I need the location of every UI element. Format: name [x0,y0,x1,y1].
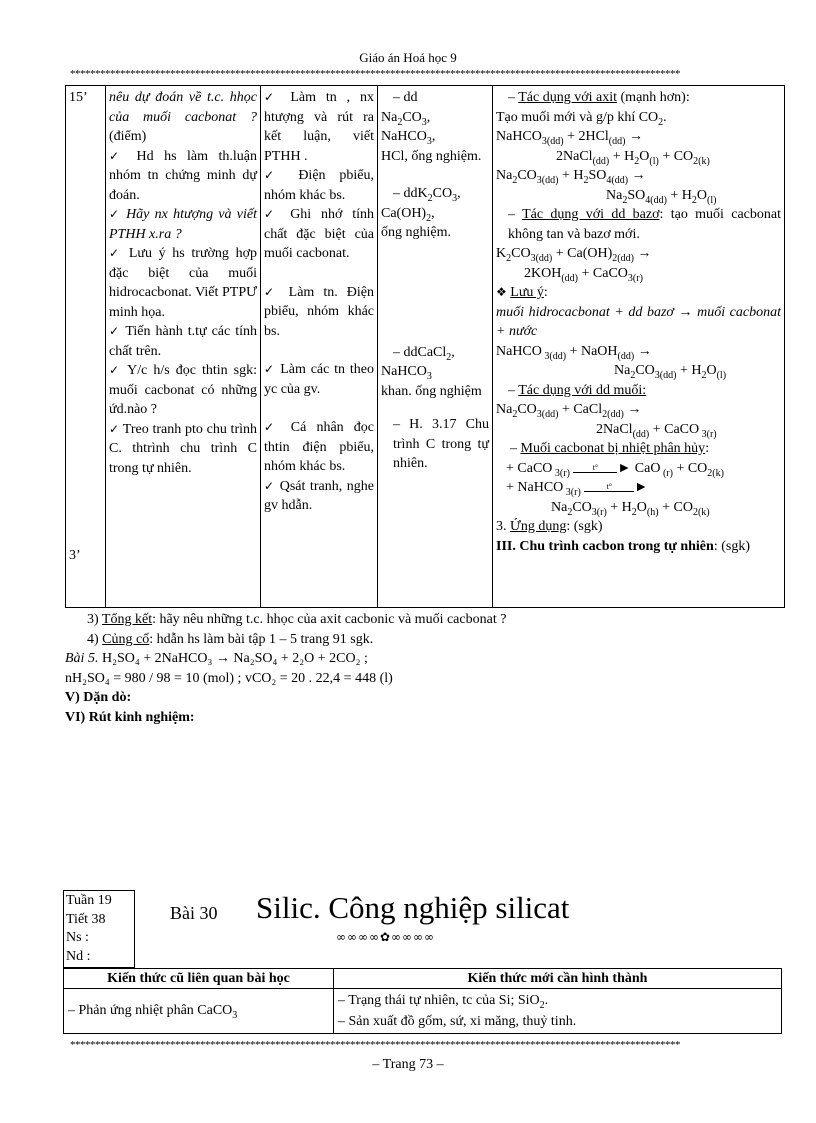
closing-section [65,610,785,727]
time-15: 15’ [69,90,88,105]
punct: , [431,129,436,144]
equation: 2NaCl$_{(dd)}$ + $H_2O_{(l)} + CO_{2(k)}$ [556,148,710,167]
formula: NaHCO [381,364,427,379]
formula: CO [432,186,453,201]
diamond-bullet-icon: ❖ [496,285,507,299]
section-text: : (sgk) [566,519,603,534]
subscript: 2 [426,212,432,224]
equation: NaHCO $_{3(dd)}$ + NaOH$_{(dd)}$ → [496,343,652,362]
check-icon: ✓ [264,207,281,221]
punct: . [544,993,549,1008]
materials-item: HCl, ống nghiệm. [381,148,482,164]
item-number: 3) [87,612,102,627]
section-text: : (sgk) [713,538,750,554]
section-heading: Tác dụng với dd bazơ [522,207,660,222]
equation: $Na_2CO_{3(dd)}$ + CaCl$_{2(dd)}$ → [496,402,642,420]
section-number: 3. [496,519,510,534]
item-number: 4) [87,631,103,647]
ns-label: Ns : [66,930,89,945]
subscript: 2 [427,192,433,204]
section-text: (mạnh hơn): [617,90,690,105]
materials-item: – H. 3.17 Chu trình C trong tự nhiên. [393,417,489,471]
student-item: Làm tn , nx htượng và rút ra kết luận, viết PTHH . [264,90,375,164]
punct: . [663,109,667,125]
time-column [66,86,106,608]
materials-item: ống nghiệm. [381,225,451,240]
heat-arrow: t° [573,464,617,473]
check-icon: ✓ [264,168,285,182]
subscript: 3 [232,1009,238,1021]
exercise-equation: H₂SO₄ + 2NaHCO₃ → Na₂SO₄ + 2₂O + 2CO₂ ; [98,651,368,666]
subscript: 2 [539,999,545,1011]
student-item: Cá nhân đọc thtin điện pbiểu, nhóm khác bs. [264,420,375,474]
review-heading: Củng cố [102,631,150,647]
student-item: Qsát tranh, nghe gv hdẫn. [264,478,374,513]
summary-text: : hãy nêu những t.c. hhọc của axit cacbonic và muối cacbonat ? [152,612,507,627]
check-icon: ✓ [264,284,280,299]
student-activity-column [261,86,378,608]
new-knowledge-item: – Trạng thái tự nhiên, tc của Si; SiO [338,993,540,1008]
note-text: muối hidrocacbonat + dd bazơ → muối cacbonat + nước [496,304,781,339]
check-icon: ✓ [109,148,127,163]
experience-heading: VI) Rút kinh nghiệm: [65,709,195,725]
new-knowledge-cell [334,989,782,1034]
formula: – ddK [393,186,428,201]
check-icon: ✓ [109,324,121,338]
formula: Ca(OH) [381,205,427,221]
check-icon: ✓ [264,362,276,376]
formula: NaHCO [381,129,427,144]
review-text: : hdẫn hs làm bài tập 1 – 5 trang 91 sgk. [149,631,374,647]
equation: $Na_2CO_{3(r)} + H_2O_{(h)} + CO_{2(k)}$ [551,499,710,518]
punct: , [426,109,431,125]
heat-arrow: t° [584,483,634,492]
equation: NaHCO$_{3(dd)}$ + 2HCl$_{(dd)}$ → [496,129,643,147]
teacher-item: Tiến hành t.tự các tính chất trên. [109,324,257,359]
punct: , [457,186,461,201]
teacher-activity-column [106,86,261,608]
section-heading: Tác dụng với dd muối: [518,382,647,398]
check-icon: ✓ [264,478,276,493]
check-icon: ✓ [109,421,120,436]
materials-item: – dd [393,90,418,105]
student-item: Điện pbiểu, nhóm khác bs. [264,168,374,203]
section-text: : tạo muối cacbonat không tan và bazơ mới. [508,207,781,242]
exercise-label: Bài 5. [65,651,99,666]
ornament-divider: ∞∞∞∞✿∞∞∞∞ [336,930,436,944]
equation: $2KOH_{(dd)}$ + CaCO$_{3(r)}$ [524,265,643,284]
footer-divider: ************************************************************************************************************************** [70,1039,680,1051]
section-heading: Muối cacbonat bị nhiệt phân hủy [520,441,706,456]
teacher-item: Treo tranh pto chu trình C. thtrình chu trình C trong tự nhiên. [109,421,258,476]
student-item: Làm các tn theo yc của gv. [264,362,374,397]
materials-item: khan. ống nghiệm [381,383,482,399]
equation: $Na_2SO_{4(dd)} + H_2O_{(l)}$ [606,187,717,206]
page-number: – Trang 73 – [372,1057,444,1072]
equation: + NaHCO $_{3(r)}$ t° ► [506,480,649,498]
header-divider: ************************************************************************************************************************** [70,68,680,80]
nd-label: Nd : [66,948,91,964]
subscript: 2 [397,116,403,128]
subscript: 3 [426,370,432,382]
time-3: 3’ [69,547,81,563]
summary-heading: Tổng kết [101,612,153,627]
section-heading: Ứng dụng [510,519,567,534]
equation: + CaCO $_{3(r)}$ t° ► CaO $_{(r)} + CO_{2(k)}$ [506,460,724,479]
lesson-number: Bài 30 [170,903,218,923]
punct: , [431,205,435,221]
new-knowledge-item: – Sản xuất đồ gốm, sứ, xi măng, thuỷ tinh. [338,1014,577,1029]
subscript: 3 [421,116,427,128]
homework-heading: V) Dặn dò: [65,690,132,705]
section-text: Tạo muối mới và g/p khí CO [496,109,659,125]
old-knowledge-cell [64,989,334,1034]
materials-column [378,86,493,608]
teacher-item: Y/c h/s đọc thtin sgk: muối cacbonat có những ứd.nào ? [109,363,257,417]
check-icon: ✓ [264,90,281,104]
old-knowledge-text: – Phản ứng nhiệt phân CaCO [68,1003,233,1018]
formula: – ddCaCl [393,344,447,360]
teacher-item: Hd hs làm th.luận nhóm tn chứng minh dự đoán. [109,148,258,203]
teacher-item: nêu dự đoán về t.c. hhọc của muối cacbonat ? [109,90,257,125]
teacher-item: Lưu ý hs trường hợp đặc biệt của muối hidrocacbonat. Viết PTPƯ minh họa. [109,246,257,320]
new-knowledge-header: Kiến thức mới cần hình thành [334,969,782,989]
section-heading: III. Chu trình cacbon trong tự nhiên [496,538,714,554]
lesson-title: Silic. Công nghiệp silicat [256,890,570,925]
punct: , [451,344,455,360]
formula: CO [402,109,422,125]
equation: 2NaCl$_{(dd)}$ + CaCO $_{3(r)}$ [596,421,717,440]
check-icon: ✓ [109,207,121,221]
knowledge-table [63,968,782,1034]
old-knowledge-header: Kiến thức cũ liên quan bài học [64,969,334,989]
lesson-activity-table [65,85,785,608]
student-item: Làm tn. Điện pbiểu, nhóm khác bs. [264,284,375,339]
note-heading: Lưu ý [510,285,544,300]
equation: $Na_2CO_{3(dd)} + H_2O_{(l)}$ [614,363,727,381]
equation: $Na_2CO_{3(dd)} + H_2SO_{4(dd)}$ → [496,168,646,186]
teacher-item-note: (điểm) [109,129,147,144]
check-icon: ✓ [264,420,281,434]
lesson-info-box [63,890,135,968]
check-icon: ✓ [109,246,123,260]
subscript: 3 [426,135,432,147]
page-header: Giáo án Hoá học 9 [359,50,457,65]
period-label: Tiết 38 [66,911,106,927]
equation: $K_2CO_{3(dd)} + Ca(OH)_{2(dd)}$ → [496,246,652,264]
exercise-calculation: nH₂SO₄ = 980 / 98 = 10 (mol) ; vCO₂ = 20 . 22,4 = 448 (l) [65,670,393,686]
section-heading: Tác dụng với axit [518,90,618,105]
teacher-item: Hãy nx htượng và viết PTHH x.ra ? [109,207,257,242]
content-column: – Tác dụng với axit (mạnh hơn): Tạo muối mới và g/p khí $CO_2$. NaHCO$_{3(dd)}$ + 2HCl$_{(dd)}$ → 2NaCl$_{(dd)}$ + $H_2O_{(l)} + CO_{2(k)}$ $Na_2CO_{3(dd)} + H_2SO_{4(dd)}$ → $Na_2SO_{4(dd)} + H_2O_{(l)}$ – Tác dụng với dd bazơ: tạo muối cacbonat không tan và bazơ mới. $K_2CO_{3(dd)} + Ca(OH)_{2(dd)}$ → $2KOH_{(dd)}$ + CaCO$_{3(r)}$ ❖ Lưu ý: muối hidrocacbonat + dd bazơ → muối cacbonat + nước NaHCO $_{3(dd)}$ + NaOH$_{(dd)}$ → $Na_2CO_{3(dd)} + H_2O_{(l)}$ – Tác dụng với dd muối: $Na_2CO_{3(dd)}$ + CaCl$_{2(dd)}$ → 2NaCl$_{(dd)}$ + CaCO $_{3(r)}$ – Muối cacbonat bị nhiệt phân hủy: + CaCO $_{3(r)}$ t° ► CaO $_{(r)} + CO_{2(k)}$ + NaHCO $_{3(r)}$ t° ► $Na_2CO_{3(r)} + H_2O_{(h)} + CO_{2(k)}$ 3. Ứng dụng: (sgk) III. Chu trình cacbon trong tự nhiên: (sgk) [493,86,785,608]
formula: Na [381,109,398,125]
student-item: Ghi nhớ tính chất đặc biệt của muối cacbonat. [264,207,374,261]
subscript: 3 [452,192,458,204]
subscript: 2 [658,116,664,128]
week-label: Tuần 19 [66,893,112,908]
subscript: 2 [446,351,452,363]
check-icon: ✓ [109,363,122,377]
